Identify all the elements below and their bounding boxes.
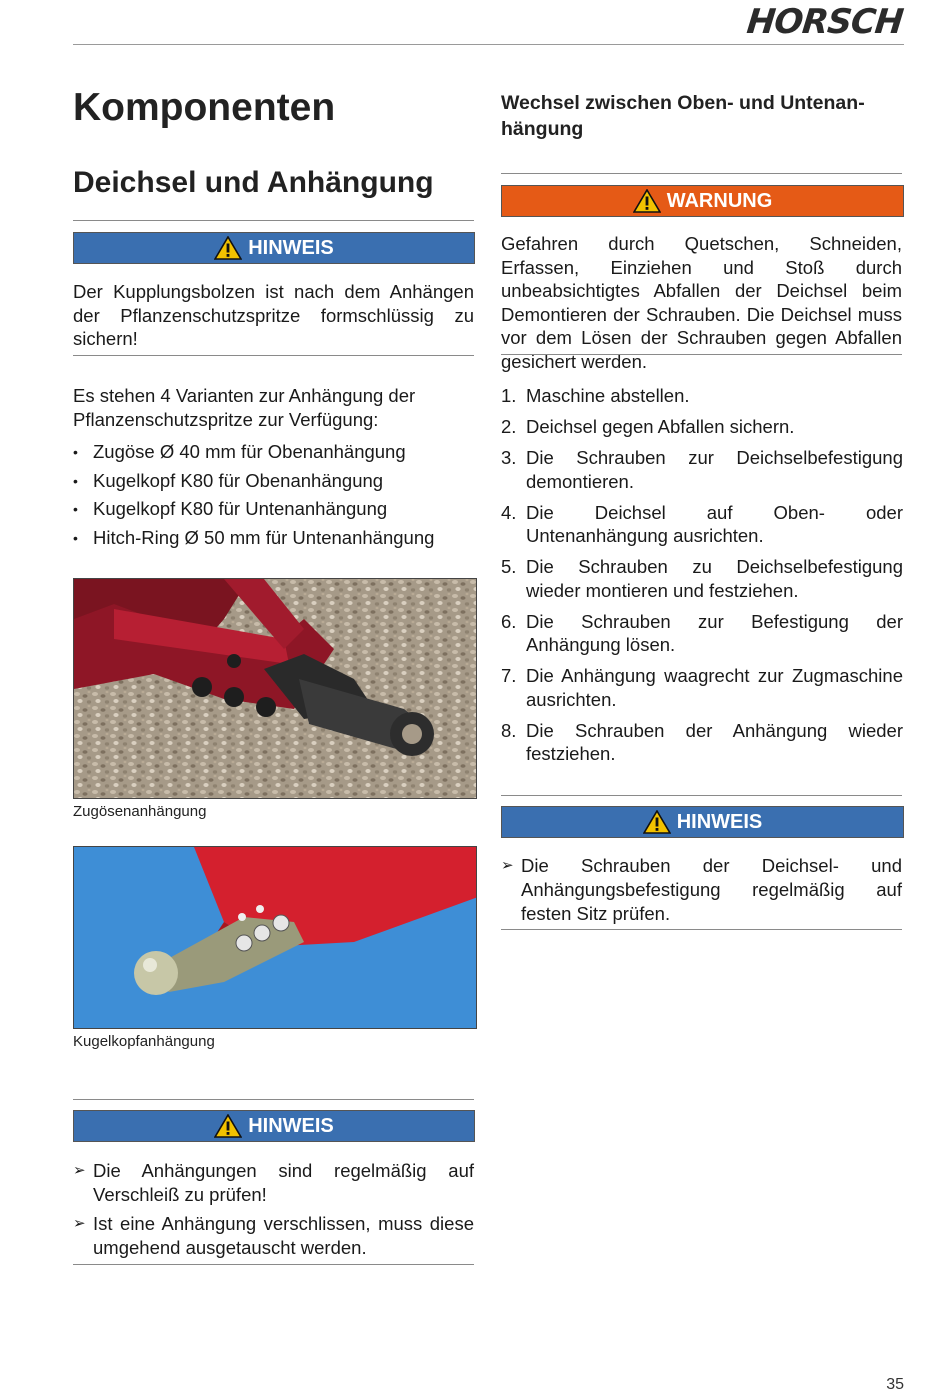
warning-divider-bottom <box>501 354 902 355</box>
variants-list <box>73 438 474 552</box>
arrow-bullet-icon: ➢ <box>73 1215 86 1232</box>
notice-list-2 <box>501 854 902 931</box>
list-item: 6. Die Schrauben zur Befestigung der Anhängung lösen. <box>501 610 903 655</box>
notice-banner-3 <box>73 1110 475 1142</box>
list-item: 3. Die Schrauben zur Deichselbefestigung demontieren. <box>501 447 903 492</box>
warning-triangle-icon <box>643 810 671 834</box>
horsch-logo: HORSCH <box>744 2 905 42</box>
notice-divider-2b <box>501 929 902 930</box>
list-item: • Kugelkopf K80 für Obenanhängung <box>73 467 474 496</box>
notice-label: HINWEIS <box>248 1114 334 1137</box>
list-item: ➢ Ist eine Anhängung verschlissen, muss diese umgehend ausgetauscht werden. <box>73 1213 474 1258</box>
warning-text: Gefahren durch Quetschen, Schneiden, Erfassen, Einziehen und Stoß durch unbeabsichtigtes Abfallen der Deichsel beim Demontieren der Schrauben. Die Deichsel muss vor dem Lösen der Schrauben gegen Abfallen gesichert werden. <box>501 233 902 372</box>
figure-caption-1: Zugösenanhängung <box>73 803 207 820</box>
list-item: • Kugelkopf K80 für Untenanhängung <box>73 495 474 524</box>
warning-triangle-icon <box>214 236 242 260</box>
warning-banner <box>501 185 904 217</box>
list-item: ➢ Die Schrauben der Deichsel- und Anhängungsbefestigung regelmäßig auf festen Sitz prüfen. <box>501 855 902 924</box>
notice-divider-3a <box>73 1099 474 1100</box>
list-item: ➢ Die Anhängungen sind regelmäßig auf Verschleiß zu prüfen! <box>73 1160 474 1205</box>
ball-head-render <box>73 846 477 1029</box>
arrow-bullet-icon: ➢ <box>73 1162 86 1179</box>
notice-list-3 <box>73 1159 474 1265</box>
notice-divider-3b <box>73 1264 474 1265</box>
subsection-title: Wechsel zwischen Oben- und Untenan- hängung <box>501 92 865 140</box>
list-item: 1. Maschine abstellen. <box>501 385 690 406</box>
section-divider <box>73 220 474 221</box>
drawbar-eye-photo <box>73 578 477 799</box>
notice-divider-1 <box>73 355 474 356</box>
page-title: Komponenten <box>73 86 336 129</box>
section-title: Deichsel und Anhängung <box>73 166 434 199</box>
list-item: • Hitch-Ring Ø 50 mm für Untenanhängung <box>73 524 474 553</box>
notice-banner-1 <box>73 232 475 264</box>
list-item: 8. Die Schrauben der Anhängung wieder festziehen. <box>501 719 903 764</box>
header-divider <box>73 44 904 45</box>
list-item: 7. Die Anhängung waagrecht zur Zugmaschine ausrichten. <box>501 665 903 710</box>
list-item: 5. Die Schrauben zu Deichselbefestigung wieder montieren und festziehen. <box>501 556 903 601</box>
arrow-bullet-icon: ➢ <box>501 857 514 874</box>
notice-text-1: Der Kupplungsbolzen ist nach dem Anhängen der Pflanzenschutzspritze formschlüssig zu sichern! <box>73 281 474 349</box>
notice-banner-2 <box>501 806 904 838</box>
steps-list <box>501 384 903 773</box>
notice-divider-2a <box>501 795 902 796</box>
intro-text: Es stehen 4 Varianten zur Anhängung der Pflanzenschutzspritze zur Verfügung: <box>73 385 416 430</box>
page-number: 35 <box>886 1376 904 1393</box>
warning-divider-top <box>501 173 902 174</box>
list-item: 2. Deichsel gegen Abfallen sichern. <box>501 416 795 437</box>
list-item: 4. Die Deichsel auf Oben- oder Untenanhängung ausrichten. <box>501 501 903 546</box>
figure-caption-2: Kugelkopfanhängung <box>73 1033 215 1050</box>
warning-triangle-icon <box>633 189 661 213</box>
notice-label: HINWEIS <box>248 236 334 259</box>
list-item: • Zugöse Ø 40 mm für Obenanhängung <box>73 438 474 467</box>
notice-label: HINWEIS <box>676 810 763 833</box>
warning-label: WARNUNG <box>666 189 773 212</box>
warning-triangle-icon <box>214 1114 242 1138</box>
